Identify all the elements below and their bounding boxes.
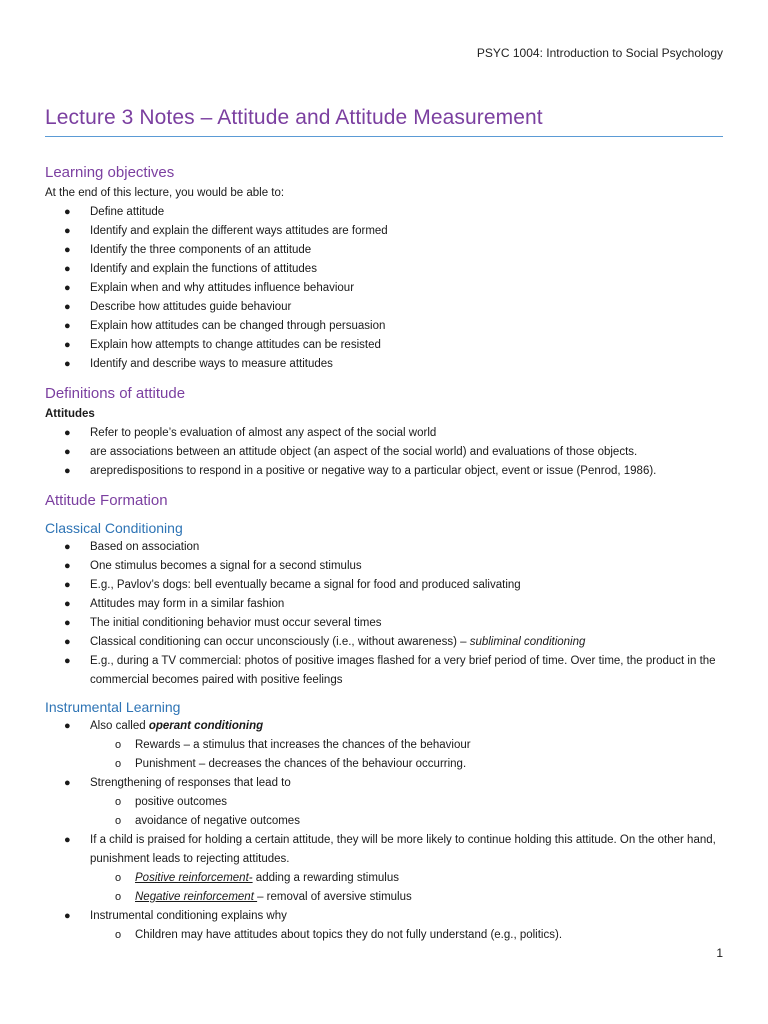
definitions-list [45, 424, 723, 481]
list-item: ● E.g., Pavlov’s dogs: bell eventually became a signal for food and produced salivating [45, 576, 723, 595]
list-item: ● Identify and describe ways to measure attitudes [45, 355, 723, 374]
sub-list-item: o Positive reinforcement- adding a rewarding stimulus [45, 869, 723, 888]
circle-bullet-icon: o [115, 758, 122, 770]
circle-bullet-icon: o [115, 872, 122, 884]
list-item: ● arepredispositions to respond in a positive or negative way to a particular object, event or issue (Penrod, 1986). [45, 462, 723, 481]
sub-list-item: o Children may have attitudes about topics they do not fully understand (e.g., politics). [45, 926, 723, 945]
bullet-icon: ● [64, 282, 71, 294]
attitude-formation-heading: Attitude Formation [45, 492, 168, 509]
list-item: ● Instrumental conditioning explains why o Children may have attitudes about topics they do not fully understand (e.g., politics). [45, 907, 723, 945]
classical-conditioning-list [45, 538, 723, 690]
list-item: ● Also called operant conditioning o Rewards – a stimulus that increases the chances of the behaviour o Punishment – decreases the chances of the behaviour occurring. [45, 717, 723, 774]
sub-list-item: o Punishment – decreases the chances of the behaviour occurring. [45, 755, 723, 774]
learning-objectives-list [45, 203, 723, 374]
definitions-term: Attitudes [45, 408, 95, 420]
bullet-icon: ● [64, 655, 71, 667]
bullet-icon: ● [64, 206, 71, 218]
document-title: Lecture 3 Notes – Attitude and Attitude Measurement [45, 106, 723, 137]
list-item: ● Based on association [45, 538, 723, 557]
list-item: ● Identify the three components of an attitude [45, 241, 723, 260]
bullet-icon: ● [64, 446, 71, 458]
sub-list [90, 793, 723, 831]
list-item: ● Describe how attitudes guide behaviour [45, 298, 723, 317]
subliminal-conditioning-term: subliminal conditioning [469, 636, 586, 648]
sub-list-item: o avoidance of negative outcomes [45, 812, 723, 831]
list-item: ● E.g., during a TV commercial: photos of positive images flashed for a very brief period of time. Over time, the product in the commercial becomes paired with positive feelings [45, 652, 723, 690]
list-item: ● are associations between an attitude object (an aspect of the social world) and evaluations of those objects. [45, 443, 723, 462]
sub-list-item: o positive outcomes [45, 793, 723, 812]
bullet-icon: ● [64, 598, 71, 610]
sub-list [90, 926, 723, 945]
sub-list-item: o Rewards – a stimulus that increases the chances of the behaviour [45, 736, 723, 755]
circle-bullet-icon: o [115, 929, 122, 941]
learning-objectives-intro: At the end of this lecture, you would be able to: [45, 187, 285, 199]
learning-objectives-heading: Learning objectives [45, 164, 175, 181]
instrumental-learning-list [45, 717, 723, 945]
list-item: ● Strengthening of responses that lead to o positive outcomes o avoidance of negative outcomes [45, 774, 723, 831]
bullet-icon: ● [64, 636, 71, 648]
sub-list [90, 869, 723, 907]
document-body [45, 162, 723, 945]
running-header: PSYC 1004: Introduction to Social Psychology [476, 46, 723, 60]
bullet-icon: ● [64, 244, 71, 256]
bullet-icon: ● [64, 910, 71, 922]
list-item: ● Explain how attitudes can be changed through persuasion [45, 317, 723, 336]
bullet-icon: ● [64, 834, 71, 846]
bullet-icon: ● [64, 617, 71, 629]
operant-conditioning-term: operant conditioning [148, 720, 264, 732]
bullet-icon: ● [64, 225, 71, 237]
circle-bullet-icon: o [115, 891, 122, 903]
list-item: ● Classical conditioning can occur unconsciously (i.e., without awareness) – subliminal conditioning [45, 633, 723, 652]
negative-reinforcement-term: Negative reinforcement [135, 891, 258, 903]
bullet-icon: ● [64, 579, 71, 591]
bullet-icon: ● [64, 358, 71, 370]
bullet-icon: ● [64, 301, 71, 313]
list-item: ● Attitudes may form in a similar fashion [45, 595, 723, 614]
circle-bullet-icon: o [115, 796, 122, 808]
bullet-icon: ● [64, 560, 71, 572]
definitions-heading: Definitions of attitude [45, 385, 186, 402]
bullet-icon: ● [64, 427, 71, 439]
circle-bullet-icon: o [115, 815, 122, 827]
instrumental-learning-heading: Instrumental Learning [45, 699, 181, 715]
list-item: ● One stimulus becomes a signal for a second stimulus [45, 557, 723, 576]
bullet-icon: ● [64, 339, 71, 351]
positive-reinforcement-term: Positive reinforcement- [135, 872, 253, 884]
list-item: ● The initial conditioning behavior must occur several times [45, 614, 723, 633]
bullet-icon: ● [64, 320, 71, 332]
list-item: ● Identify and explain the functions of attitudes [45, 260, 723, 279]
bullet-icon: ● [64, 541, 71, 553]
list-item: ● Define attitude [45, 203, 723, 222]
list-item: ● Explain how attempts to change attitudes can be resisted [45, 336, 723, 355]
bullet-icon: ● [64, 777, 71, 789]
bullet-icon: ● [64, 720, 71, 732]
classical-conditioning-heading: Classical Conditioning [45, 520, 183, 536]
list-item: ● Identify and explain the different ways attitudes are formed [45, 222, 723, 241]
list-item: ● Explain when and why attitudes influence behaviour [45, 279, 723, 298]
list-item: ● If a child is praised for holding a certain attitude, they will be more likely to continue holding this attitude. On the other hand, punishment leads to rejecting attitudes. o Positive reinforcement- adding a rewarding stimulus o Negative reinforcement – removal of aversive stimulus [45, 831, 723, 907]
circle-bullet-icon: o [115, 739, 122, 751]
bullet-icon: ● [64, 465, 71, 477]
page-number: 1 [716, 946, 723, 960]
list-item: ● Refer to people’s evaluation of almost any aspect of the social world [45, 424, 723, 443]
sub-list-item: o Negative reinforcement – removal of aversive stimulus [45, 888, 723, 907]
sub-list [90, 736, 723, 774]
bullet-icon: ● [64, 263, 71, 275]
